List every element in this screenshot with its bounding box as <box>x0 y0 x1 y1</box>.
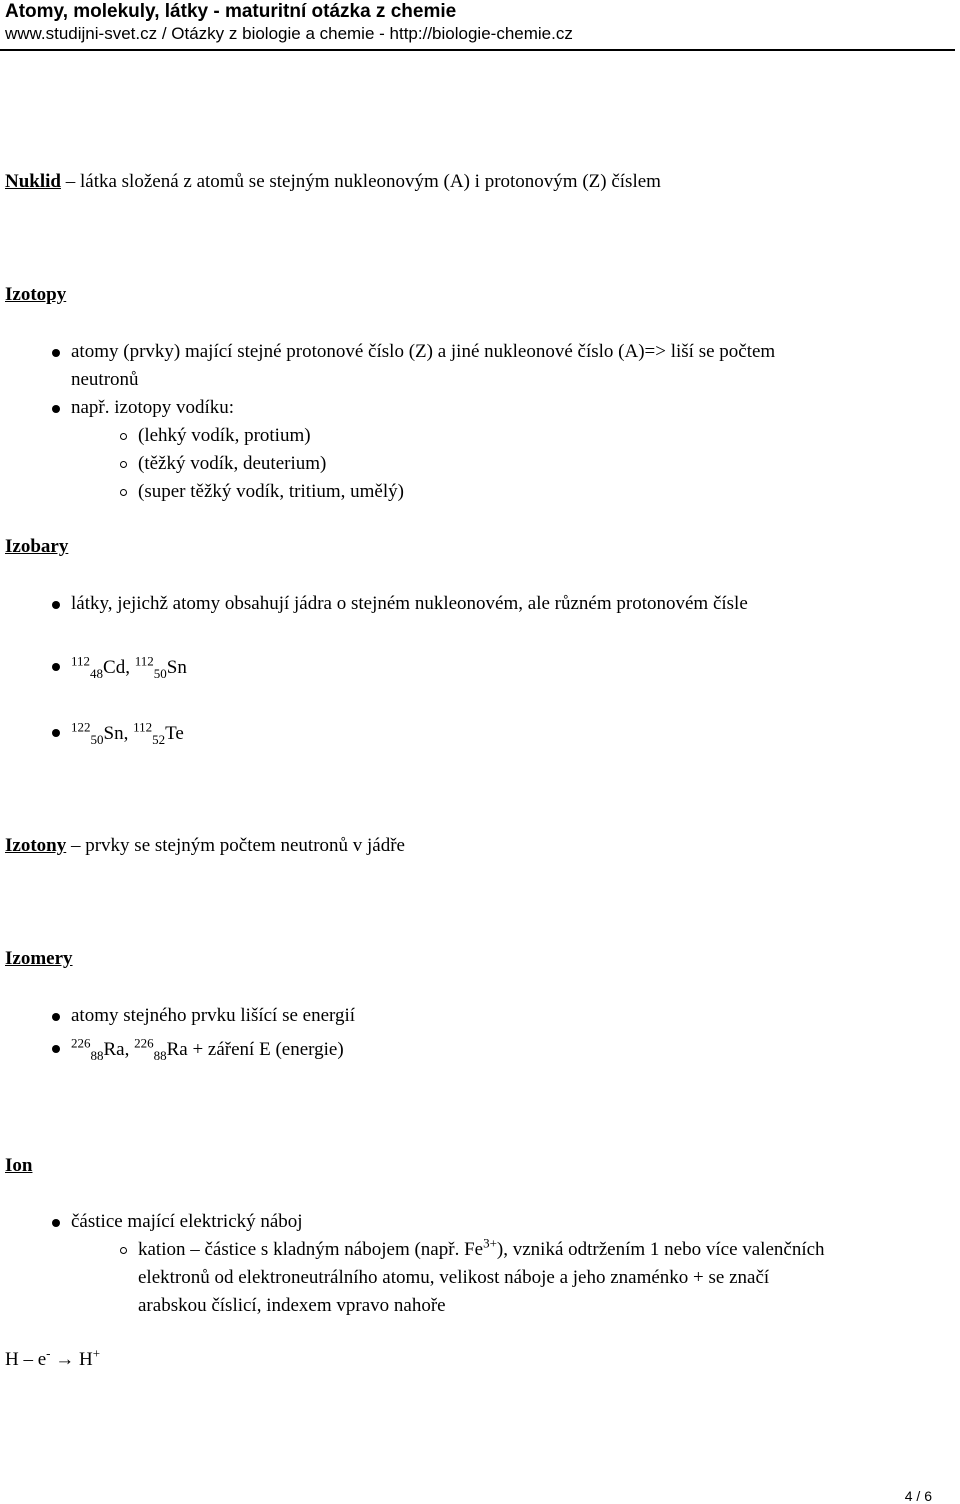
element-symbol: Ra + záření E (energie) <box>166 1039 344 1060</box>
izobary-pair-2 <box>0 718 184 750</box>
element-symbol: Cd, <box>103 657 130 678</box>
ion-charge: + <box>92 1345 101 1361</box>
sublist-item: (lehký vodík, protium) <box>71 422 775 450</box>
izotony-definition: prvky se stejným počtem neutronů v jádře <box>80 835 405 856</box>
izotopy-item-cont: neutronů <box>71 369 139 390</box>
equation-left: H – e <box>5 1349 47 1370</box>
izotony-paragraph <box>5 835 405 857</box>
element-symbol: Ra, <box>103 1039 130 1060</box>
izotopy-list <box>0 338 775 506</box>
atomic-number: 50 <box>153 665 167 681</box>
sublist-item <box>71 1236 825 1320</box>
header-divider <box>0 49 955 51</box>
list-item <box>0 1208 825 1320</box>
term-izotopy: Izotopy <box>5 284 67 305</box>
nuklid-paragraph <box>5 171 661 193</box>
atomic-number: 50 <box>90 731 104 747</box>
element-symbol: Sn <box>166 657 187 678</box>
izobary-list <box>0 590 748 618</box>
atomic-number: 52 <box>152 731 166 747</box>
atomic-number: 88 <box>90 1047 104 1063</box>
list-item: atomy stejného prvku lišící se energií <box>0 1002 355 1030</box>
sublist-item: (super těžký vodík, tritium, umělý) <box>71 478 775 506</box>
izotopy-sublist <box>71 422 775 506</box>
ion-equation <box>5 1345 101 1371</box>
term-nuklid: Nuklid <box>5 171 61 192</box>
list-item <box>0 338 775 394</box>
term-izomery: Izomery <box>5 948 73 969</box>
ion-item-text: částice mající elektrický náboj <box>71 1211 303 1232</box>
heading-izobary <box>5 536 68 558</box>
ion-sublist <box>71 1236 825 1320</box>
ion-list <box>0 1208 825 1320</box>
charge-superscript: 3+ <box>483 1235 497 1251</box>
sublist-item: (těžký vodík, deuterium) <box>71 450 775 478</box>
mass-number: 112 <box>133 719 153 735</box>
page-header <box>5 0 955 45</box>
document-subtitle: www.studijni-svet.cz / Otázky z biologie a chemie - http://biologie-chemie.cz <box>5 24 573 43</box>
heading-izotopy <box>5 284 66 306</box>
list-item <box>0 652 187 684</box>
element-symbol: Sn, <box>103 723 129 744</box>
term-izotony: Izotony <box>5 835 67 856</box>
list-item <box>0 718 184 750</box>
mass-number: 112 <box>71 653 91 669</box>
mass-number: 226 <box>134 1035 154 1051</box>
izotopy-item-text: např. izotopy vodíku: <box>71 397 235 418</box>
element-symbol: Te <box>165 723 184 744</box>
izomery-list <box>0 1002 355 1066</box>
atomic-number: 88 <box>153 1047 167 1063</box>
term-izobary: Izobary <box>5 536 69 557</box>
arrow-icon: → <box>55 1349 75 1370</box>
list-item: látky, jejichž atomy obsahují jádra o stejném nukleonovém, ale různém protonovém čísle <box>0 590 748 618</box>
electron-charge: - <box>46 1345 51 1361</box>
document-title: Atomy, molekuly, látky - maturitní otázka z chemie <box>5 1 457 22</box>
kation-text: kation – částice s kladným nábojem (např. Fe <box>138 1239 484 1260</box>
equation-right: H <box>79 1349 93 1370</box>
kation-text-cont: ), vzniká odtržením 1 nebo více valenčních <box>496 1239 825 1260</box>
atomic-number: 48 <box>90 665 104 681</box>
page-number: 4 / 6 <box>904 1488 932 1504</box>
list-item <box>0 394 775 506</box>
izobary-pair-1 <box>0 652 187 684</box>
nuklid-definition: látka složená z atomů se stejným nukleonovým (A) i protonovým (Z) číslem <box>75 171 661 192</box>
heading-izomery <box>5 948 73 970</box>
em-dash: – <box>60 171 76 192</box>
mass-number: 112 <box>134 653 154 669</box>
izotopy-item-text: atomy (prvky) mající stejné protonové číslo (Z) a jiné nukleonové číslo (A)=> liší se počtem <box>71 341 776 362</box>
mass-number: 226 <box>71 1035 91 1051</box>
em-dash: – <box>66 835 81 856</box>
term-ion: Ion <box>5 1155 33 1176</box>
mass-number: 122 <box>71 719 91 735</box>
kation-line2: elektronů od elektroneutrálního atomu, velikost náboje a jeho znaménko + se značí <box>138 1267 770 1288</box>
heading-ion <box>5 1155 32 1177</box>
kation-line3: arabskou číslicí, indexem vpravo nahoře <box>138 1295 446 1316</box>
list-item <box>0 1034 355 1066</box>
